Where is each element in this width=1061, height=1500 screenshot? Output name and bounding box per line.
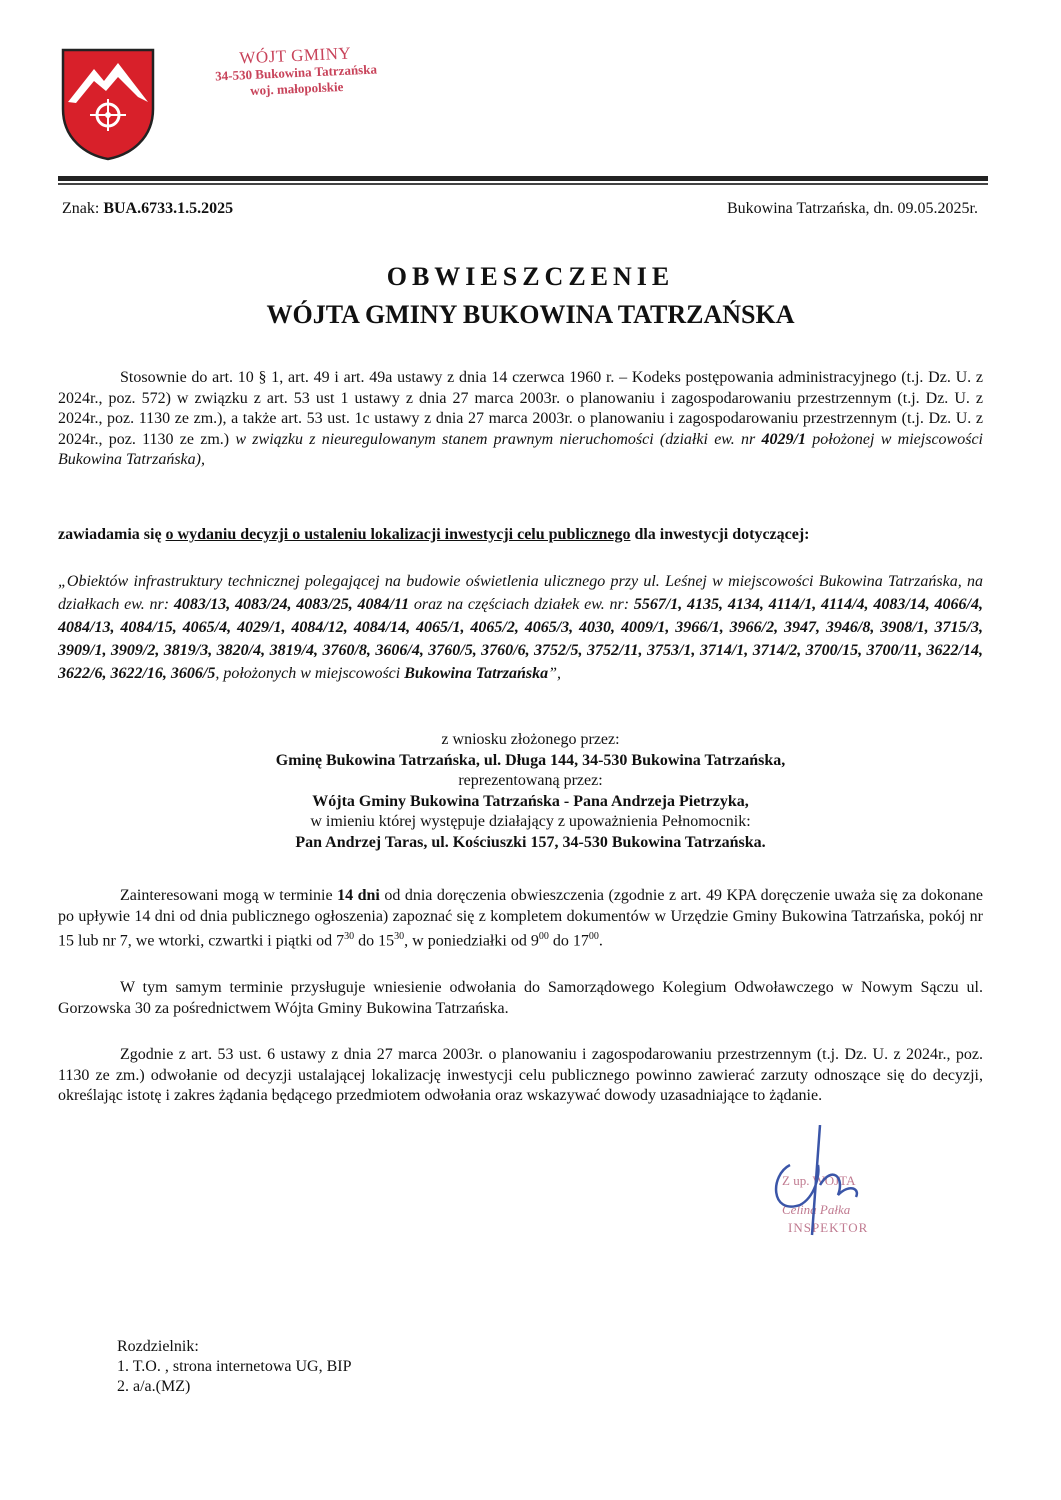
ref-value: BUA.6733.1.5.2025 (103, 200, 234, 217)
appeal-content-paragraph: Zgodnie z art. 53 ust. 6 ustawy z dnia 27 marca 2003r. o planowaniu i zagospodarowaniu przestrzennym (t.j. Dz. U. z 2024r., poz. 1130 ze zm.) odwołanie od decyzji ustalającej lokalizację inwestycji celu publicznego powinno zawierać zarzuty odnoszące się do decyzji, określając istotę i zakres żądania będącego przedmiotem odwołania oraz wskazywać dowody uzasadniające to żądanie. (58, 1046, 983, 1104)
distribution-item: 1. T.O. , strona internetowa UG, BIP (117, 1358, 352, 1375)
applicant-line: reprezentowaną przez: (458, 772, 603, 789)
applicant-line: w imieniu której występuje działający z upoważnienia Pełnomocnik: (310, 813, 751, 830)
document-subtitle: WÓJTA GMINY BUKOWINA TATRZAŃSKA (266, 300, 795, 329)
header-divider-thin (58, 183, 988, 185)
reference-number (62, 200, 233, 218)
applicant-line: Gminę Bukowina Tatrzańska, ul. Długa 144, 34-530 Bukowina Tatrzańska, (275, 751, 786, 769)
ref-label: Znak: (62, 200, 100, 217)
place-date: Bukowina Tatrzańska, dn. 09.05.2025r. (727, 200, 978, 217)
signature-stamp-line3: INSPEKTOR (788, 1220, 869, 1235)
handwritten-signature-icon (760, 1125, 900, 1245)
notice-paragraph: zawiadamia się o wydaniu decyzji o ustaleniu lokalizacji inwestycji celu publicznego dla inwestycji dotyczącej: (58, 526, 810, 543)
applicant-line: Wójta Gminy Bukowina Tatrzańska - Pana Andrzeja Pietrzyka, (312, 792, 749, 810)
stamp-line-1: WÓJT GMINY (239, 43, 352, 68)
stamp-line-3: woj. małopolskie (249, 78, 344, 99)
access-paragraph: Zainteresowani mogą w terminie 14 dni od dnia doręczenia obwieszczenia (zgodnie z art. 49 KPA doręczenie uważa się za dokonane po upływie 14 dni od dnia publicznego ogłoszenia) zapoznać się z kompletem dokumentów w Urzędzie Gminy Bukowina Tatrzańska, pokój nr 15 lub nr 7, we wtorki, czwartki i piątki od $7^{30}$ do $15^{30}$, w poniedziałki od $9^{00}$ do $17^{00}$. (58, 887, 983, 950)
signature-block (760, 1125, 900, 1245)
distribution-item: 2. a/a.(MZ) (117, 1378, 191, 1395)
investment-description: „Obiektów infrastruktury technicznej polegającej na budowie oświetlenia ulicznego przy ul. Leśnej w miejscowości Bukowina Tatrzańska, na działkach ew. nr: 4083/13, 4083/24, 4083/25, 4084/11 oraz na częściach działek ew. nr: 5567/1, 4135, 4134, 4114/1, 4114/4, 4083/14, 4066/4, 4084/13, 4084/15, 4065/4, 4029/1, 4084/12, 4084/14, 4065/1, 4065/2, 4065/3, 4030, 4009/1, 3966/1, 3966/2, 3947, 3946/8, 3908/1, 3715/3, 3909/1, 3909/2, 3819/3, 3820/4, 3819/4, 3760/8, 3606/4, 3760/5, 3760/6, 3752/5, 3752/11, 3753/1, 3714/1, 3714/2, 3700/15, 3700/11, 3622/14, 3622/6, 3622/16, 3606/5, położonych w miejscowości Bukowina Tatrzańska”, (58, 573, 984, 682)
applicant-line: z wniosku złożonego przez: (441, 731, 620, 748)
distribution-list (117, 1337, 351, 1397)
document-title: OBWIESZCZENIE (386, 262, 675, 291)
coat-of-arms-icon (60, 47, 156, 161)
appeal-paragraph: W tym samym terminie przysługuje wniesienie odwołania do Samorządowego Kolegium Odwoławczego w Nowym Sączu ul. Gorzowska 30 za pośrednictwem Wójta Gminy Bukowina Tatrzańska. (58, 979, 983, 1017)
legal-basis-paragraph: Stosownie do art. 10 § 1, art. 49 i art. 49a ustawy z dnia 14 czerwca 1960 r. – Kodeks postępowania administracyjnego (t.j. Dz. U. z 2024r., poz. 572) w związku z art. 53 ust 1 ustawy z dnia 27 marca 2003r. o planowaniu i zagospodarowaniu przestrzennym (t.j. Dz. U. z 2024r., poz. 1130 ze zm.), a także art. 53 ust. 1c ustawy z dnia 27 marca 2003r. o planowaniu i zagospodarowaniu przestrzennym (t.j. Dz. U. z 2024r., poz. 1130 ze zm.) w związku z nieuregulowanym stanem prawnym nieruchomości (działki ew. nr 4029/1 położonej w miejscowości Bukowina Tatrzańska), (58, 369, 983, 468)
signature-stamp-line1: Z up. WÓJTA (782, 1173, 856, 1188)
applicant-block (0, 730, 1061, 853)
applicant-line: Pan Andrzej Taras, ul. Kościuszki 157, 34-530 Bukowina Tatrzańska. (295, 833, 766, 851)
header-divider-thick (58, 176, 988, 181)
stamp-line-2: 34-530 Bukowina Tatrzańska (214, 61, 378, 84)
distribution-title: Rozdzielnik: (117, 1338, 199, 1355)
header-stamp (195, 42, 397, 102)
signature-stamp-line2: Celina Pałka (782, 1202, 851, 1217)
